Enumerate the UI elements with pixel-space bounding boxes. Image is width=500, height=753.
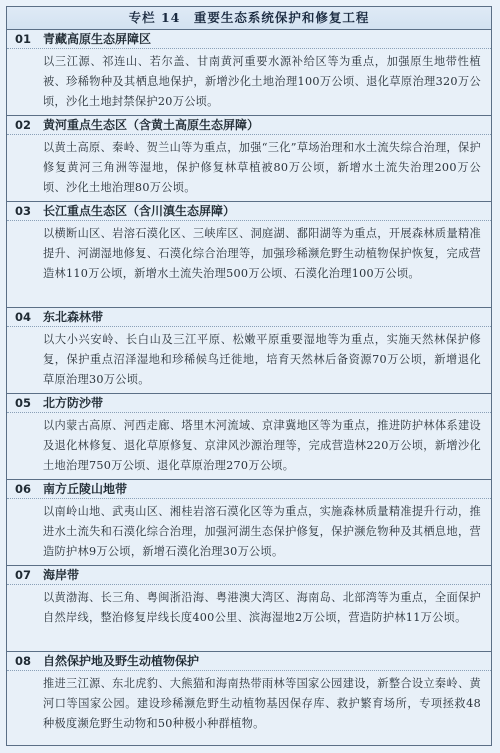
section-header <box>7 30 491 49</box>
section-title: 自然保护地及野生动植物保护 <box>43 654 200 668</box>
section-header <box>7 308 491 327</box>
section-header <box>7 566 491 585</box>
section-body: 以南岭山地、武夷山区、湘桂岩溶石漠化区等为重点，实施森林质量精准提升行动，推进水土流失和石漠化综合治理，加强河湖生态保护修复，保护濒危物种及其栖息地，营造防护林9万公顷，新增石漠化治理30万公顷。 <box>43 505 481 558</box>
section-number: 07 <box>15 568 32 582</box>
special-column-panel <box>6 6 492 746</box>
section-title: 南方丘陵山地带 <box>43 482 128 496</box>
section-title: 北方防沙带 <box>43 396 104 410</box>
section-title: 东北森林带 <box>43 310 104 324</box>
panel-title: 专栏 14 重要生态系统保护和修复工程 <box>7 7 491 30</box>
section-header <box>7 202 491 221</box>
section-number: 04 <box>15 310 32 324</box>
section-body: 以黄渤海、长三角、粤闽浙沿海、粤港澳大湾区、海南岛、北部湾等为重点，全面保护自然岸线，整治修复岸线长度400公里、滨海湿地2万公顷，营造防护林11万公顷。 <box>43 591 481 624</box>
section-header <box>7 394 491 413</box>
section-03 <box>7 202 491 308</box>
section-title: 海岸带 <box>43 568 80 582</box>
section-01 <box>7 30 491 116</box>
section-body: 以横断山区、岩溶石漠化区、三峡库区、洞庭湖、鄱阳湖等为重点，开展森林质量精准提升、河湖湿地修复、石漠化综合治理等，加强珍稀濒危野生动植物保护恢复，完成营造林110万公顷，新增水土流失治理500万公顷、石漠化治理100万公顷。 <box>43 227 481 280</box>
section-04 <box>7 308 491 394</box>
section-body: 以三江源、祁连山、若尔盖、甘南黄河重要水源补给区等为重点，加强原生地带性植被、珍稀物种及其栖息地保护，新增沙化土地治理100万公顷、退化草原治理320万公顷，沙化土地封禁保护20万公顷。 <box>43 55 481 108</box>
section-02 <box>7 116 491 202</box>
section-08 <box>7 652 491 737</box>
section-number: 02 <box>15 118 32 132</box>
section-body: 以黄土高原、秦岭、贺兰山等为重点，加强“三化”草场治理和水土流失综合治理，保护修复黄河三角洲等湿地，保护修复林草植被80万公顷，新增水土流失治理200万公顷、沙化土地治理80万公顷。 <box>43 141 481 194</box>
section-header <box>7 652 491 671</box>
section-body: 以大小兴安岭、长白山及三江平原、松嫩平原重要湿地等为重点，实施天然林保护修复，保护重点沼泽湿地和珍稀候鸟迁徙地，培育天然林后备资源70万公顷，新增退化草原治理30万公顷。 <box>43 333 481 386</box>
section-number: 03 <box>15 204 32 218</box>
section-number: 01 <box>15 32 32 46</box>
section-title: 青藏高原生态屏障区 <box>43 32 152 46</box>
section-number: 05 <box>15 396 32 410</box>
section-07 <box>7 566 491 652</box>
section-header <box>7 480 491 499</box>
section-number: 06 <box>15 482 32 496</box>
section-05 <box>7 394 491 480</box>
section-06 <box>7 480 491 566</box>
section-body: 推进三江源、东北虎豹、大熊猫和海南热带雨林等国家公园建设，新整合设立秦岭、黄河口等国家公园。建设珍稀濒危野生动植物基因保存库、救护繁育场所，专项拯救48种极度濒危野生动物和50种极小种群植物。 <box>43 677 481 730</box>
section-title: 长江重点生态区（含川滇生态屏障） <box>43 204 236 218</box>
section-body: 以内蒙古高原、河西走廊、塔里木河流域、京津冀地区等为重点，推进防护林体系建设及退化林修复、退化草原修复、京津风沙源治理等，完成营造林220万公顷，新增沙化土地治理750万公顷、退化草原治理270万公顷。 <box>43 419 481 472</box>
section-header <box>7 116 491 135</box>
section-title: 黄河重点生态区（含黄土高原生态屏障） <box>43 118 260 132</box>
section-number: 08 <box>15 654 32 668</box>
